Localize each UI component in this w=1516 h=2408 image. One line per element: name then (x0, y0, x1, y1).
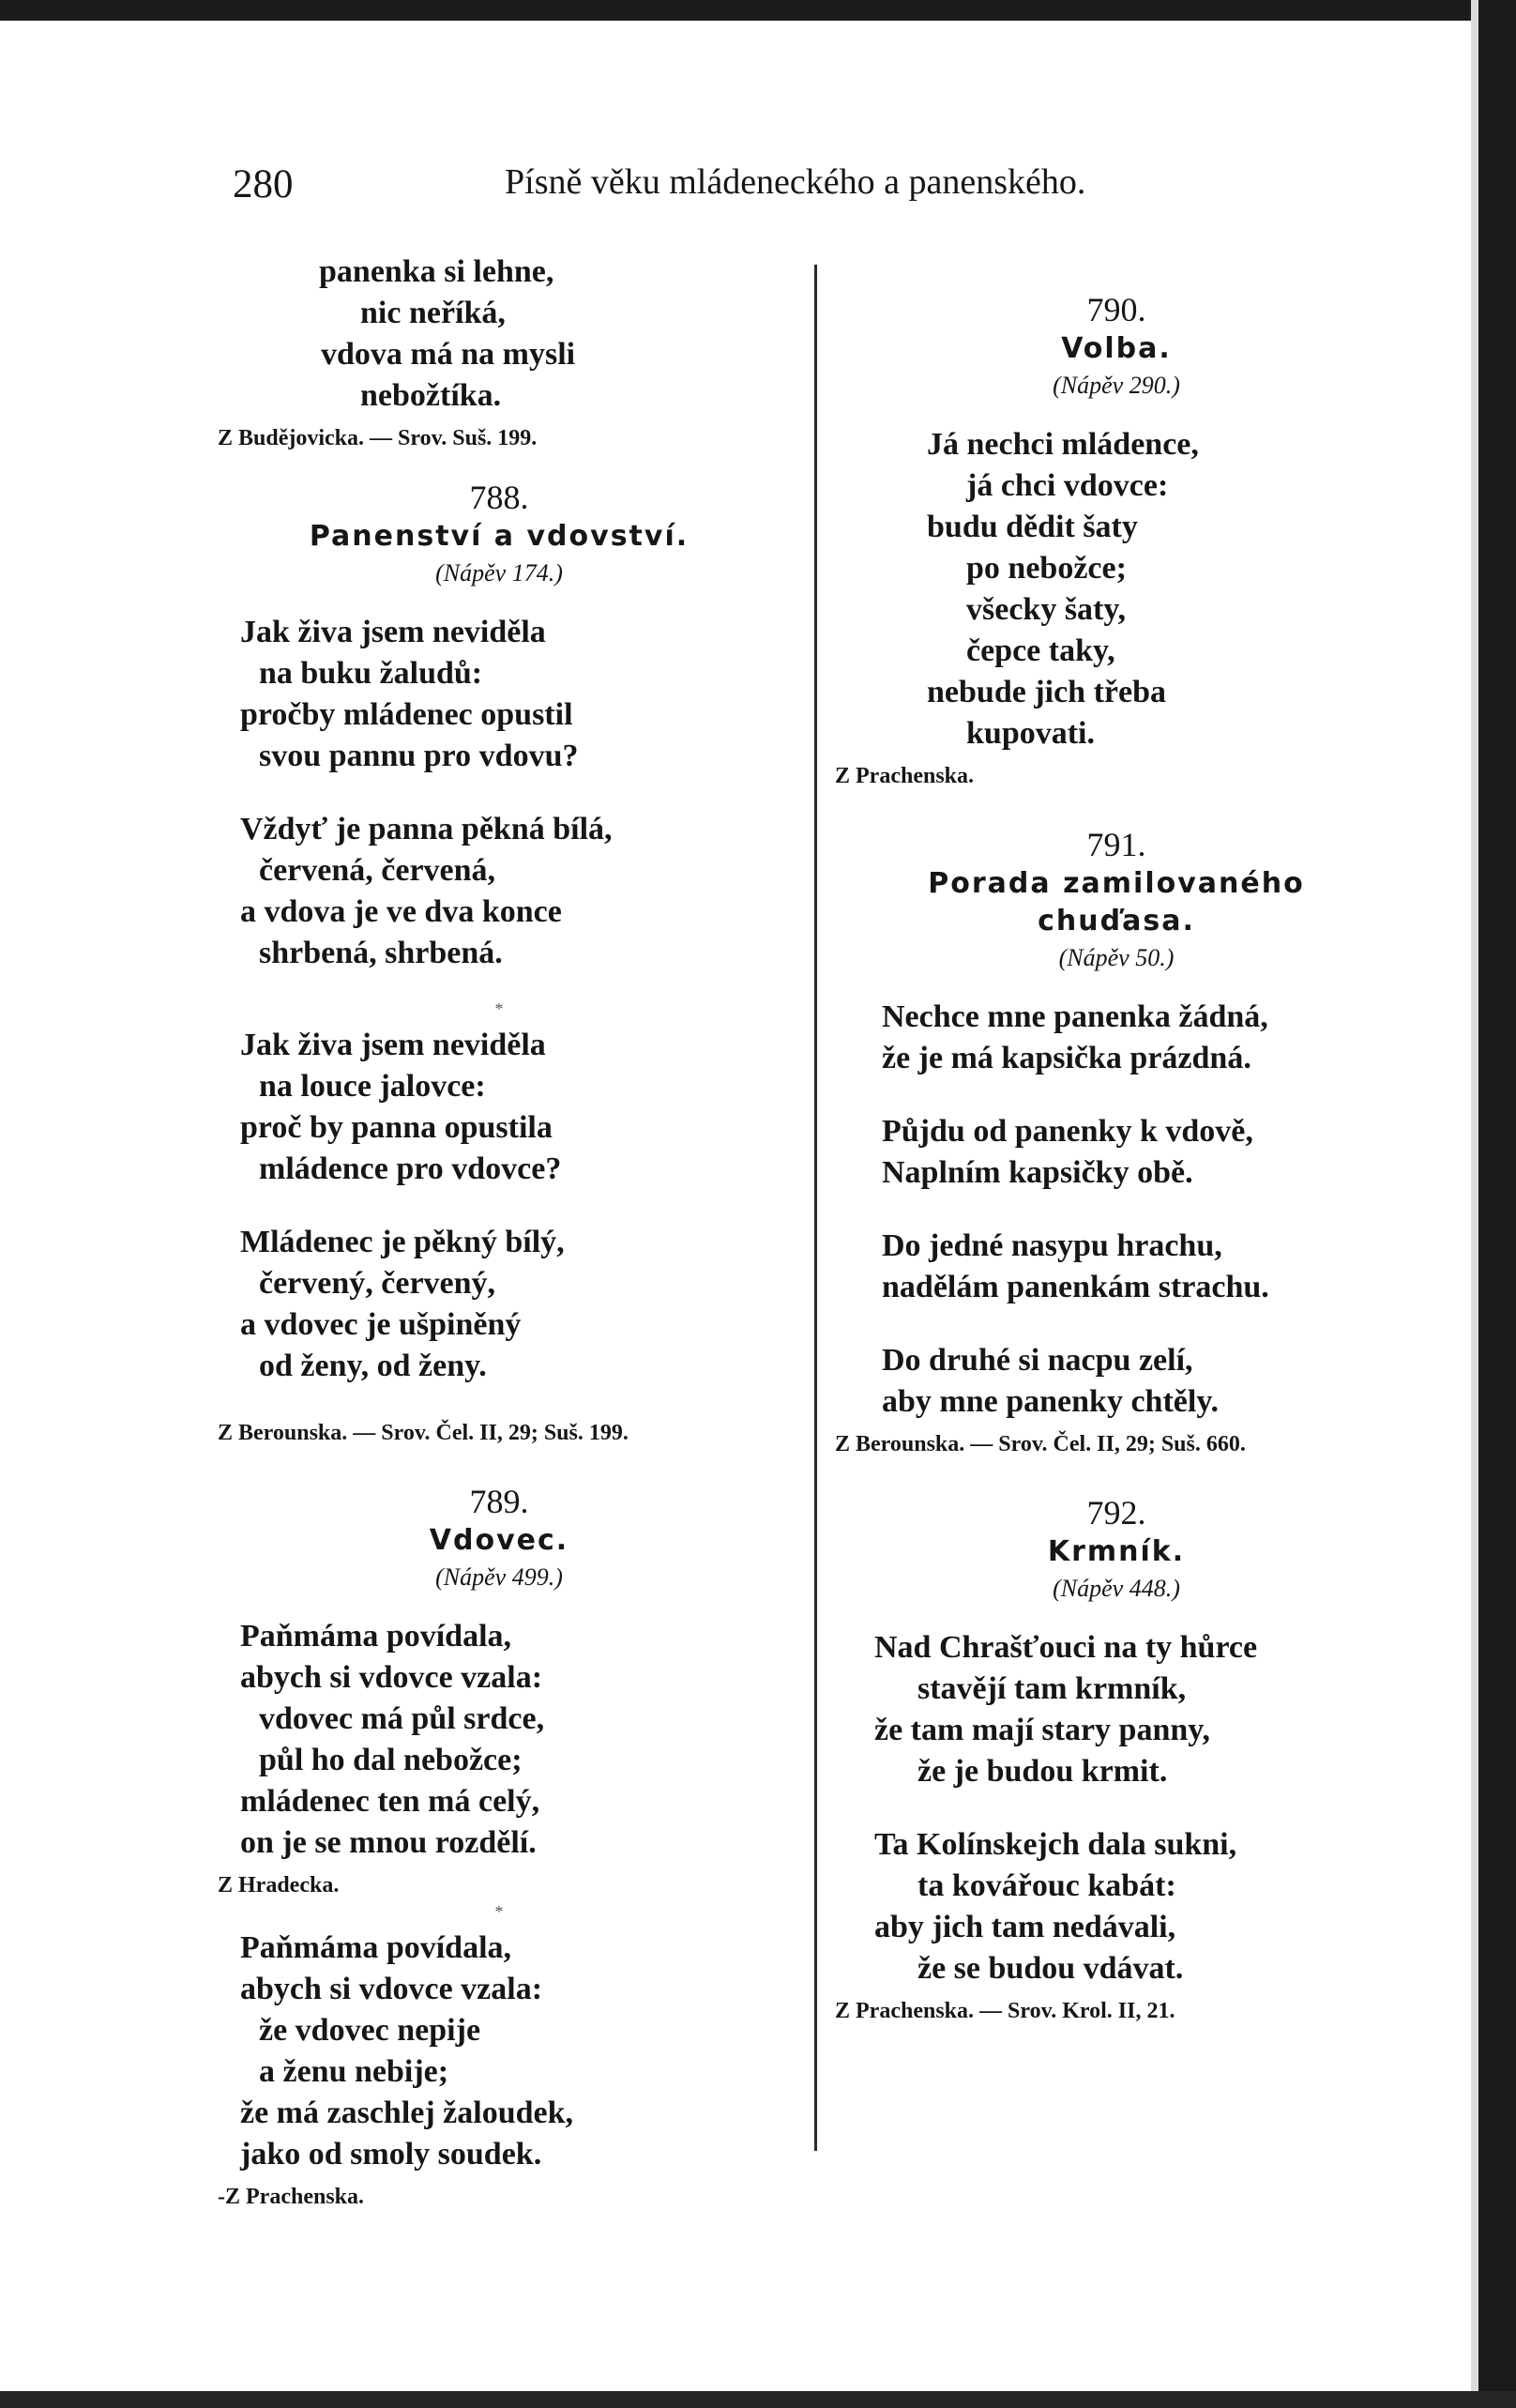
song-title: Vdovec. (429, 1524, 569, 1557)
verse-line: a vdovec je ušpiněný (240, 1307, 522, 1342)
source-note: Z Prachenska. — Srov. Krol. II, 21. (835, 1999, 1175, 2023)
source-note: Z Hradecka. (218, 1873, 340, 1897)
song-791 (835, 824, 1398, 1458)
verse-line: vdova má na mysli (321, 337, 576, 372)
source-note: Z Prachenska. (835, 764, 975, 788)
scan-border-top (0, 0, 1516, 21)
scan-border-right-light (1471, 0, 1478, 2408)
verse-line: po nebožce; (966, 551, 1127, 586)
verse-line: že má zaschlej žaloudek, (240, 2096, 574, 2130)
verse-line: Do druhé si nacpu zelí, (882, 1343, 1193, 1378)
song-788 (218, 477, 781, 1447)
stanza (835, 1226, 1398, 1308)
song-title: Panenství a vdovství. (309, 520, 690, 553)
verse-line: nic neříká, (360, 296, 506, 330)
verse-line: shrbená, shrbená. (259, 936, 503, 970)
verse-line: na louce jalovce: (259, 1069, 486, 1104)
melody-reference: (Nápěv 290.) (1053, 372, 1180, 399)
melody-reference: (Nápěv 448.) (1053, 1575, 1180, 1602)
stanza (218, 1222, 781, 1387)
verse-line: kupovati. (966, 716, 1095, 751)
verse-line: nadělám panenkám strachu. (882, 1270, 1269, 1304)
stanza (835, 1824, 1398, 1989)
source-note: -Z Prachenska. (218, 2185, 364, 2209)
song-790 (835, 289, 1398, 790)
verse-line: od ženy, od ženy. (259, 1349, 487, 1383)
verse-line: proč by panna opustila (240, 1110, 553, 1145)
verse-line: Nechce mne panenka žádná, (882, 999, 1268, 1034)
verse-line: aby mne panenky chtěly. (882, 1384, 1219, 1419)
verse-line: Paňmáma povídala, (240, 1619, 512, 1654)
verse-line: on je se mnou rozdělí. (240, 1825, 537, 1860)
verse-line: a ženu nebije; (259, 2054, 449, 2089)
stanza (835, 1627, 1398, 1792)
verse-line: čepce taky, (966, 633, 1115, 668)
verse-line: Paňmáma povídala, (240, 1930, 512, 1965)
verse-line: aby jich tam nedávali, (874, 1910, 1176, 1944)
verse-line: že je má kapsička prázdná. (882, 1041, 1251, 1075)
stanza (835, 1111, 1398, 1194)
verse-line: ta kovářouc kabát: (917, 1868, 1176, 1903)
song-title: Volba. (1061, 332, 1172, 365)
verse-line: abych si vdovce vzala: (240, 1972, 543, 2006)
stanza (218, 1616, 781, 1864)
melody-reference: (Nápěv 174.) (435, 559, 563, 587)
verse-line: Jak živa jsem neviděla (240, 615, 546, 649)
verse-line: abych si vdovce vzala: (240, 1660, 543, 1695)
verse-line: vdovec má půl srdce, (259, 1701, 545, 1736)
song-789 (218, 1481, 781, 2211)
scan-border-right (1478, 0, 1516, 2408)
song-number: 792. (1086, 1494, 1146, 1532)
verse-line: nebožtíka. (360, 378, 502, 413)
source-note: Z Budějovicka. — Srov. Suš. 199. (218, 426, 538, 450)
verse-line: půl ho dal nebožce; (259, 1743, 523, 1777)
stanza (835, 997, 1398, 1079)
verse-line: červený, červený, (259, 1266, 496, 1301)
verse-line: nebude jich třeba (927, 675, 1166, 709)
stanza (835, 1340, 1398, 1423)
verse-line: stavějí tam krmník, (917, 1671, 1187, 1706)
song-number: 791. (1086, 826, 1146, 863)
verse-line: na buku žaludů: (259, 656, 483, 691)
verse-line: a vdova je ve dva konce (240, 894, 562, 929)
song-number: 790. (1086, 291, 1146, 328)
verse-line: že je budou krmit. (917, 1754, 1168, 1789)
verse-line: že vdovec nepije (259, 2013, 481, 2048)
verse-line: Naplním kapsičky obě. (882, 1155, 1193, 1190)
verse-line: pročby mládenec opustil (240, 697, 573, 732)
melody-reference: (Nápěv 499.) (435, 1563, 563, 1591)
verse-line: všecky šaty, (966, 592, 1126, 627)
scan-border-bottom (0, 2391, 1516, 2408)
stanza (218, 1025, 781, 1190)
verse-line: červená, červená, (259, 853, 496, 888)
verse-line: svou pannu pro vdovu? (259, 739, 579, 773)
song-title-line-1: Porada zamilovaného (928, 867, 1305, 900)
verse-line: já chci vdovce: (966, 468, 1169, 503)
verse-line: že tam mají stary panny, (874, 1713, 1210, 1747)
right-column (835, 289, 1398, 2059)
stanza (218, 612, 781, 777)
verse-line: Vždyť je panna pěkná bílá, (240, 812, 613, 846)
verse-line: panenka si lehne, (319, 254, 554, 289)
song-number: 789. (469, 1483, 529, 1520)
running-title: Písně věku mládeneckého a panenského. (505, 162, 1086, 202)
verse-line: Nad Chrašťouci na ty hůrce (874, 1630, 1258, 1665)
stanza (218, 1928, 781, 2175)
section-asterisk: * (494, 1902, 504, 1921)
stanza (835, 424, 1398, 754)
verse-line: Já nechci mládence, (927, 427, 1199, 462)
verse-line: Jak živa jsem neviděla (240, 1028, 546, 1062)
page-number: 280 (233, 162, 294, 206)
source-note: Z Berounska. — Srov. Čel. II, 29; Suš. 199. (218, 1421, 629, 1445)
verse-line: Půjdu od panenky k vdově, (882, 1114, 1253, 1149)
section-asterisk: * (494, 999, 504, 1018)
verse-line: Ta Kolínskejch dala sukni, (874, 1827, 1237, 1862)
left-column (218, 251, 781, 2245)
melody-reference: (Nápěv 50.) (1058, 944, 1175, 971)
verse-line: že se budou vdávat. (917, 1951, 1184, 1986)
song-title: Krmník. (1047, 1535, 1186, 1568)
intro-fragment (218, 251, 781, 452)
source-note: Z Berounska. — Srov. Čel. II, 29; Suš. 660. (835, 1432, 1246, 1456)
verse-line: mládenec ten má celý, (240, 1784, 540, 1819)
song-title-line-2: chuďasa. (1038, 905, 1195, 937)
stanza (218, 809, 781, 974)
verse-line: jako od smoly soudek. (240, 2137, 542, 2172)
song-792 (835, 1492, 1398, 2025)
verse-line: budu dědit šaty (927, 510, 1138, 544)
verse-line: Do jedné nasypu hrachu, (882, 1228, 1222, 1263)
verse-line: Mládenec je pěkný bílý, (240, 1225, 565, 1259)
song-number: 788. (469, 479, 529, 516)
verse-line: mládence pro vdovce? (259, 1151, 562, 1186)
column-divider (814, 265, 817, 2151)
